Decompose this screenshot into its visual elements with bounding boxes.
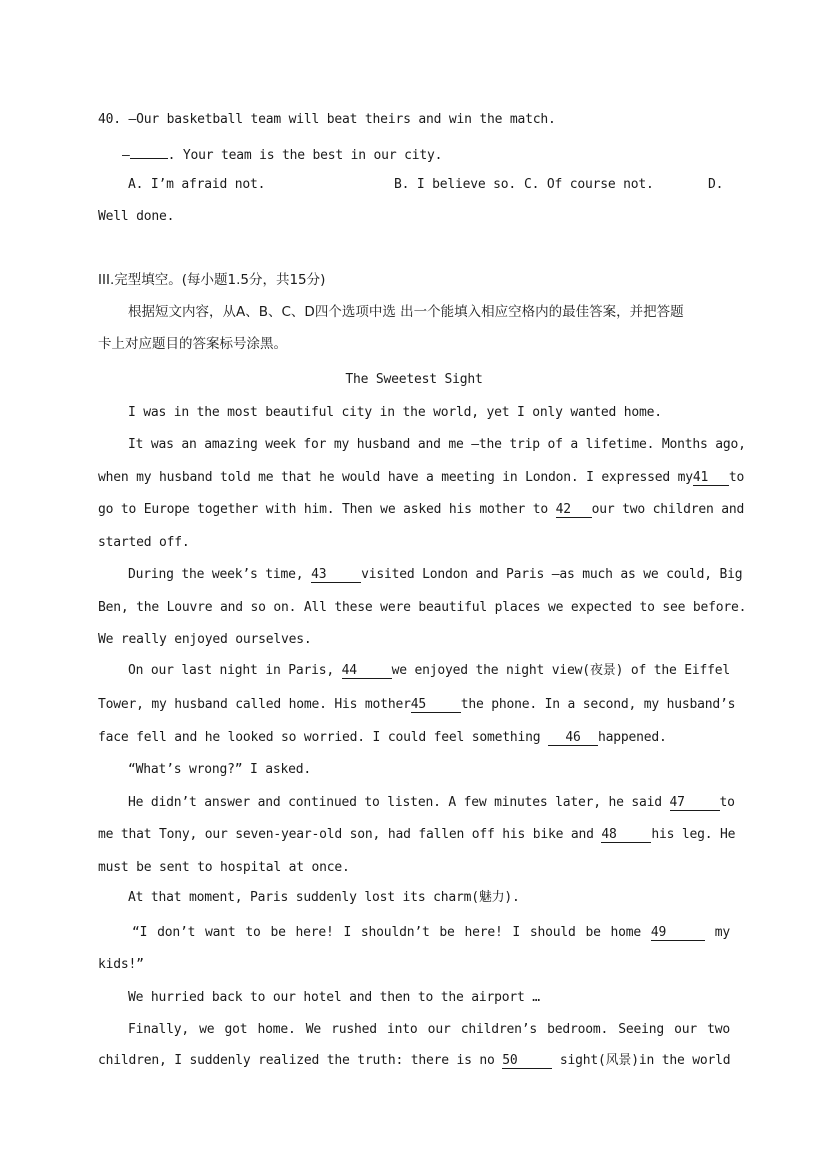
- text: my: [714, 925, 730, 940]
- passage-title: The Sweetest Sight: [345, 372, 483, 387]
- passage-line: [98, 468, 745, 488]
- blank-42: 42: [556, 502, 592, 518]
- passage-paragraph-1: I was in the most beautiful city in the world, yet I only wanted home.: [128, 405, 662, 420]
- text: He didn’t answer and continued to listen. A few minutes later, he said: [128, 795, 662, 810]
- section-instruction: 根据短文内容，从A、B、C、D四个选项中选 出一个能填入相应空格内的最佳答案，并把答题: [128, 304, 684, 320]
- passage-paragraph-8: [132, 923, 730, 943]
- blank-43: 43: [311, 567, 361, 583]
- blank-45: 45: [411, 697, 461, 713]
- text: when my husband told me that he would have a meeting in London. I expressed my: [98, 470, 693, 485]
- passage-line: [98, 728, 730, 748]
- passage-line: [98, 825, 736, 845]
- blank-49: 49: [651, 925, 705, 941]
- passage-line: [98, 1051, 730, 1071]
- blank-46: 46: [548, 730, 598, 746]
- text: we enjoyed the night view(夜景) of the Eiffel: [391, 663, 730, 678]
- passage-paragraph-7: At that moment, Paris suddenly lost its charm(魅力).: [128, 890, 520, 905]
- passage-line: started off.: [98, 535, 190, 550]
- text: During the week’s time,: [128, 567, 304, 582]
- passage-line: Ben, the Louvre and so on. All these were beautiful places we expected to see before.: [98, 600, 747, 615]
- text: me that Tony, our seven-year-old son, had fallen off his bike and: [98, 827, 594, 842]
- passage-paragraph-10: Finally, we got home. We rushed into our children’s bedroom. Seeing our two: [128, 1022, 730, 1037]
- option-d: D.: [708, 177, 724, 192]
- passage-line: We really enjoyed ourselves.: [98, 632, 312, 647]
- text: Tower, my husband called home. His mother: [98, 697, 411, 712]
- question-40-stem: 40. –Our basketball team will beat theirs and win the match.: [98, 112, 556, 127]
- option-c: C. Of course not.: [524, 177, 654, 192]
- question-40-reply: [122, 143, 730, 163]
- passage-line: kids!”: [98, 957, 144, 972]
- passage-paragraph-9: We hurried back to our hotel and then to the airport …: [128, 990, 540, 1005]
- text: to: [719, 795, 735, 810]
- passage-paragraph-4: [98, 661, 730, 681]
- passage-paragraph-5: “What’s wrong?” I asked.: [128, 762, 312, 777]
- text: our two children and: [591, 502, 745, 517]
- text: face fell and he looked so worried. I could feel something: [98, 730, 541, 745]
- dash: –: [122, 148, 130, 163]
- option-a: A. I’m afraid not.: [128, 177, 266, 192]
- section-heading: III.完型填空。(每小题1.5分，共15分): [98, 272, 326, 288]
- text: the phone. In a second, my husband’s: [460, 697, 736, 712]
- passage-paragraph-3: [98, 565, 743, 585]
- blank-44: 44: [342, 663, 392, 679]
- blank-50: 50: [502, 1053, 552, 1069]
- question-40-options: [128, 175, 730, 195]
- passage-paragraph-6: [98, 793, 735, 813]
- text: to: [728, 470, 745, 485]
- reply-text: . Your team is the best in our city.: [167, 148, 443, 163]
- text: his leg. He: [651, 827, 736, 842]
- text: “I don’t want to be here! I shouldn’t be here! I should be home: [132, 925, 642, 940]
- text: On our last night in Paris,: [128, 663, 334, 678]
- text: children, I suddenly realized the truth: there is no: [98, 1053, 495, 1068]
- passage-paragraph-2: It was an amazing week for my husband and me –the trip of a lifetime. Months ago,: [128, 437, 746, 452]
- option-d-text: Well done.: [98, 209, 175, 224]
- text: go to Europe together with him. Then we asked his mother to: [98, 502, 548, 517]
- option-b: B. I believe so.: [394, 177, 517, 192]
- passage-line: must be sent to hospital at once.: [98, 860, 350, 875]
- blank-48: 48: [601, 827, 651, 843]
- passage-line: [98, 695, 736, 715]
- text: happened.: [598, 730, 667, 745]
- text: visited London and Paris –as much as we could, Big: [361, 567, 743, 582]
- answer-blank: [130, 143, 168, 159]
- section-instruction-cont: 卡上对应题目的答案标号涂黑。: [98, 336, 287, 352]
- blank-41: 41: [693, 470, 729, 486]
- blank-47: 47: [670, 795, 720, 811]
- passage-line: [98, 500, 745, 520]
- text: sight(风景)in the world: [559, 1053, 731, 1068]
